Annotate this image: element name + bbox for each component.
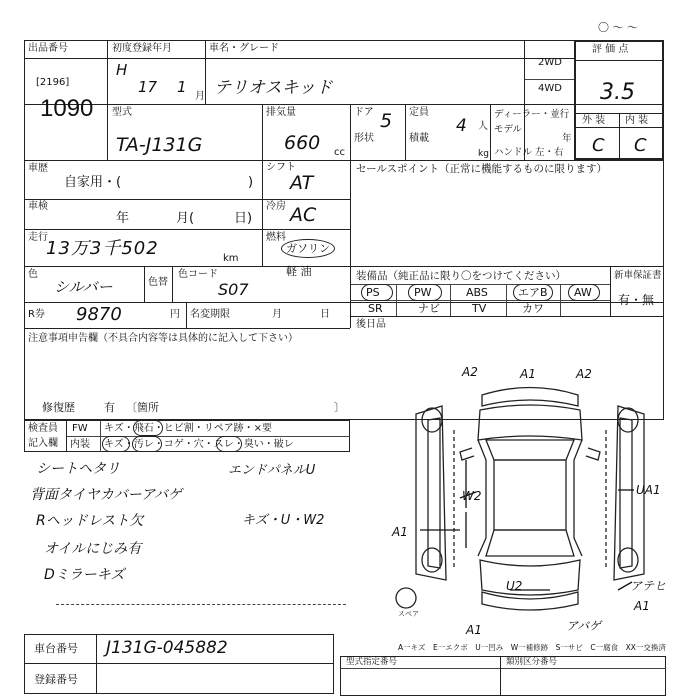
repair-label: 修復歴 xyxy=(42,401,75,414)
mark-a1-bottom: A1 xyxy=(466,623,482,637)
int-score: C xyxy=(634,135,647,156)
capacity-unit: 人 xyxy=(478,121,488,132)
fw-items: キズ・飛石・ヒビ割・リペア跡・×要 xyxy=(104,423,272,434)
dealer-handle-label: ハンドル 左・右 xyxy=(494,147,564,158)
fw-label: FW xyxy=(72,423,88,434)
recycle-value: 9870 xyxy=(76,304,122,325)
doors-label: ドア xyxy=(354,107,374,118)
history-close: ) xyxy=(248,175,254,190)
chassis-value: J131G-045882 xyxy=(106,638,228,658)
drive-4wd: 4WD xyxy=(538,83,562,94)
equipment-label: 装備品（純正品に限り〇をつけてください） xyxy=(356,270,566,282)
score-value: 3.5 xyxy=(600,80,635,105)
mark-ateb: アテヒ xyxy=(630,579,667,593)
int-row-label: 内装 xyxy=(70,439,90,450)
repair-place: 〔箇所 xyxy=(126,401,159,414)
ac-label: 冷房 xyxy=(266,201,286,212)
mark-abage: アバゲ xyxy=(566,619,602,633)
capacity-label: 定員 xyxy=(409,107,429,118)
inspection-month: 月( xyxy=(176,211,195,226)
int-label: 内 装 xyxy=(625,115,649,126)
chassis-label: 車台番号 xyxy=(34,642,78,655)
new-car-value: 有・無 xyxy=(618,293,655,307)
type-cert-label: 型式指定番号 xyxy=(346,657,398,667)
mark-a1-left: A1 xyxy=(392,525,408,539)
equip-ps-circle xyxy=(361,284,393,301)
damage-legend: A一キズ E一エクボ U一凹み W一補修跡 S一サビ C一腐食 XX一交換済 xyxy=(398,643,666,652)
car-name-value: テリオスキッド xyxy=(214,78,333,98)
name-change-label: 名変期限 xyxy=(190,309,230,320)
mark-u2-inside: U2 xyxy=(506,579,523,593)
int-row-items: キズ・汚レ・コゲ・穴・スレ・臭い・破レ xyxy=(104,439,294,450)
inspector-label-1: 検査員 xyxy=(28,423,58,434)
name-change-month: 月 xyxy=(272,309,282,320)
mark-a1-top: A1 xyxy=(520,367,536,381)
corner-text: 〇 ～ ～ xyxy=(598,21,638,34)
rear-items-label: 後日品 xyxy=(356,319,386,330)
first-reg-month-unit: 月 xyxy=(195,91,205,102)
equip-pw: PW xyxy=(414,286,432,299)
fuel-gas: ガソリン xyxy=(286,242,330,255)
inspection-label: 車検 xyxy=(28,201,48,212)
recycle-label: R券 xyxy=(28,309,45,320)
displacement-label: 排気量 xyxy=(266,107,296,118)
equip-airbag: エアB xyxy=(518,286,548,299)
fuel-label: 燃料 xyxy=(266,232,286,243)
payload-unit: kg xyxy=(478,149,489,159)
car-damage-diagram xyxy=(370,360,670,640)
score-label: 評 価 点 xyxy=(592,44,629,55)
memo-right-2: キズ・U・W2 xyxy=(242,513,325,528)
ext-score: C xyxy=(592,135,605,156)
memo-line-1: シートヘタリ xyxy=(36,461,120,477)
dealer-year-label: 年 xyxy=(562,133,572,144)
displacement-unit: cc xyxy=(334,147,345,158)
int-wear-circle xyxy=(216,436,242,452)
memo-line-2: 背面タイヤカバーアバゲ xyxy=(30,487,182,503)
drive-2wd: 2WD xyxy=(538,57,562,68)
memo-right-1: エンドパネルU xyxy=(228,463,316,478)
history-value: 自家用・( xyxy=(64,175,122,190)
recycle-unit: 円 xyxy=(170,309,180,320)
equip-airbag-circle xyxy=(513,284,553,301)
color-value: シルバー xyxy=(54,278,113,296)
mark-ua1: UA1 xyxy=(636,483,661,497)
first-reg-month: 1 xyxy=(177,78,187,96)
mileage-digits: 13万3千502 xyxy=(46,238,159,259)
model-label: 型式 xyxy=(112,107,132,118)
lot-number: 1090 xyxy=(40,95,94,122)
mark-a1-right: A1 xyxy=(634,599,650,613)
name-change-day: 日 xyxy=(320,309,330,320)
shift-value: AT xyxy=(290,172,314,194)
dealer-label: ディーラー・並行 xyxy=(494,109,570,120)
shape-label: 形状 xyxy=(354,133,374,144)
color-code-label: 色コード xyxy=(178,269,218,280)
equip-navi: ナビ xyxy=(418,302,440,315)
equip-abs: ABS xyxy=(466,286,488,299)
inspection-year: 年 xyxy=(116,211,130,226)
equip-aw-circle xyxy=(568,284,600,301)
spare-label: スペア xyxy=(398,610,419,618)
mark-a2-right: A2 xyxy=(576,367,592,381)
equip-sr: SR xyxy=(368,302,383,315)
color-label: 色 xyxy=(28,269,38,280)
int-dirt-circle xyxy=(132,436,162,452)
car-name-label: 車名・グレード xyxy=(209,43,279,54)
mark-a2-left: A2 xyxy=(462,365,478,379)
new-car-label: 新車保証書 xyxy=(614,270,662,281)
model-value: TA-J131G xyxy=(116,134,203,156)
fuel-light: 軽 油 xyxy=(286,265,312,278)
mileage-unit: km xyxy=(223,253,239,264)
repair-value: 有 xyxy=(104,401,115,414)
inspector-label-2: 記入欄 xyxy=(28,438,58,449)
capacity-value: 4 xyxy=(456,116,467,136)
reg-no-label: 登録番号 xyxy=(34,673,78,686)
lot-label: 出品番号 xyxy=(28,43,68,54)
memo-line-5: Dミラーキズ xyxy=(44,567,125,583)
first-reg-label: 初度登録年月 xyxy=(112,43,172,54)
equip-aw: AW xyxy=(574,286,592,299)
displacement-value: 660 xyxy=(284,132,321,154)
int-scratch-circle xyxy=(102,436,130,452)
mileage-label: 走行 xyxy=(28,232,48,243)
color-same-label: 色替 xyxy=(148,277,168,288)
ac-value: AC xyxy=(290,204,317,226)
repair-close: 〕 xyxy=(334,401,345,414)
ext-label: 外 装 xyxy=(582,115,606,126)
color-code: S07 xyxy=(218,280,249,299)
first-reg-era: H xyxy=(116,61,128,79)
equip-tv: TV xyxy=(472,302,487,315)
mark-w2: W2 xyxy=(462,489,482,503)
equip-pw-circle xyxy=(408,284,442,301)
memo-line-4: オイルにじみ有 xyxy=(44,541,142,557)
equip-ps: PS xyxy=(366,286,380,299)
lot-code: [2196] xyxy=(36,77,70,88)
doors-value: 5 xyxy=(380,110,393,132)
payload-label: 積載 xyxy=(409,133,429,144)
class-cert-label: 類別区分番号 xyxy=(506,657,558,667)
first-reg-year: 17 xyxy=(138,78,158,96)
dealer-model-label: モデル xyxy=(494,124,523,135)
inspection-day: 日) xyxy=(234,211,253,226)
notes-label: 注意事項申告欄（不具合内容等は具体的に記入して下さい） xyxy=(28,333,298,344)
fw-stone-circle xyxy=(133,420,163,436)
history-label: 車歴 xyxy=(28,163,48,174)
equip-leather: カワ xyxy=(522,302,544,315)
shift-label: シフト xyxy=(266,162,296,173)
memo-line-3: Rヘッドレスト欠 xyxy=(36,513,144,529)
sales-label: セールスポイント（正常に機能するものに限ります） xyxy=(356,163,608,175)
